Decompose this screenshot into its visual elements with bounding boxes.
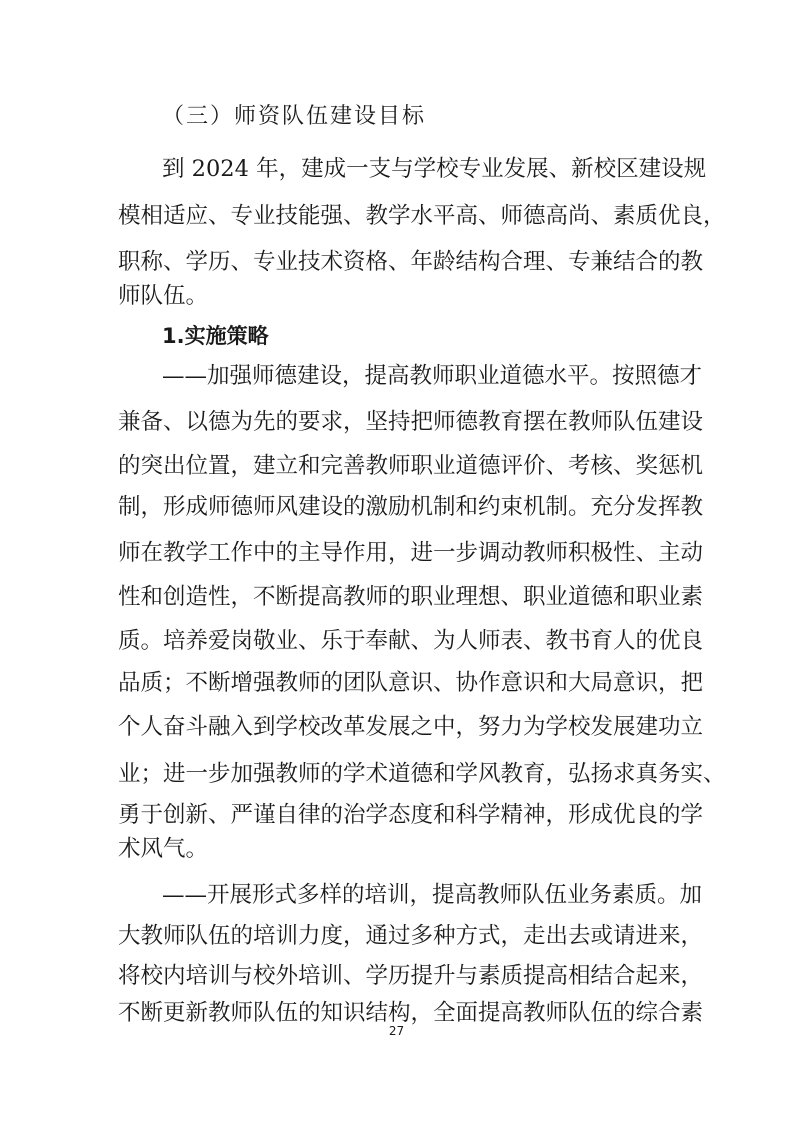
paragraph-line: 制，形成师德师风建设的激励机制和约束机制。充分发挥教	[118, 494, 704, 520]
paragraph-line: 到 2024 年，建成一支与学校专业发展、新校区建设规	[162, 156, 707, 182]
paragraph-line: 师队伍。	[118, 283, 209, 309]
paragraph-line: 业；进一步加强教师的学术道德和学风教育，弘扬求真务实、	[118, 761, 726, 787]
paragraph-line: ——开展形式多样的培训，提高教师队伍业务素质。加	[162, 882, 703, 908]
paragraph-line: 大教师队伍的培训力度，通过多种方式，走出去或请进来，	[118, 923, 704, 949]
paragraph-line: 将校内培训与校外培训、学历提升与素质提高相结合起来，	[118, 963, 704, 989]
paragraph-line: 的突出位置，建立和完善教师职业道德评价、考核、奖惩机	[118, 453, 704, 479]
page-number: 27	[388, 1024, 405, 1038]
paragraph-line: 术风气。	[118, 836, 209, 862]
paragraph-line: 兼备、以德为先的要求，坚持把师德教育摆在教师队伍建设	[118, 409, 704, 435]
paragraph-line: 性和创造性，不断提高教师的职业理想、职业道德和职业素	[118, 584, 704, 610]
paragraph-line: 勇于创新、严谨自律的治学态度和科学精神，形成优良的学	[118, 802, 704, 828]
paragraph-line: 质。培养爱岗敬业、乐于奉献、为人师表、教书育人的优良	[118, 628, 704, 654]
paragraph-line: ——加强师德建设，提高教师职业道德水平。按照德才	[162, 363, 703, 389]
paragraph-line: 个人奋斗融入到学校改革发展之中，努力为学校发展建功立	[118, 714, 704, 740]
paragraph-line: 模相适应、专业技能强、教学水平高、师德高尚、素质优良，	[118, 203, 726, 229]
strategy-heading: 1.实施策略	[162, 324, 269, 348]
section-heading: （三）师资队伍建设目标	[162, 104, 427, 129]
paragraph-line: 不断更新教师队伍的知识结构，全面提高教师队伍的综合素	[118, 1000, 704, 1026]
paragraph-line: 师在教学工作中的主导作用，进一步调动教师积极性、主动	[118, 540, 704, 566]
paragraph-line: 品质；不断增强教师的团队意识、协作意识和大局意识，把	[118, 670, 704, 696]
paragraph-line: 职称、学历、专业技术资格、年龄结构合理、专兼结合的教	[118, 249, 704, 275]
